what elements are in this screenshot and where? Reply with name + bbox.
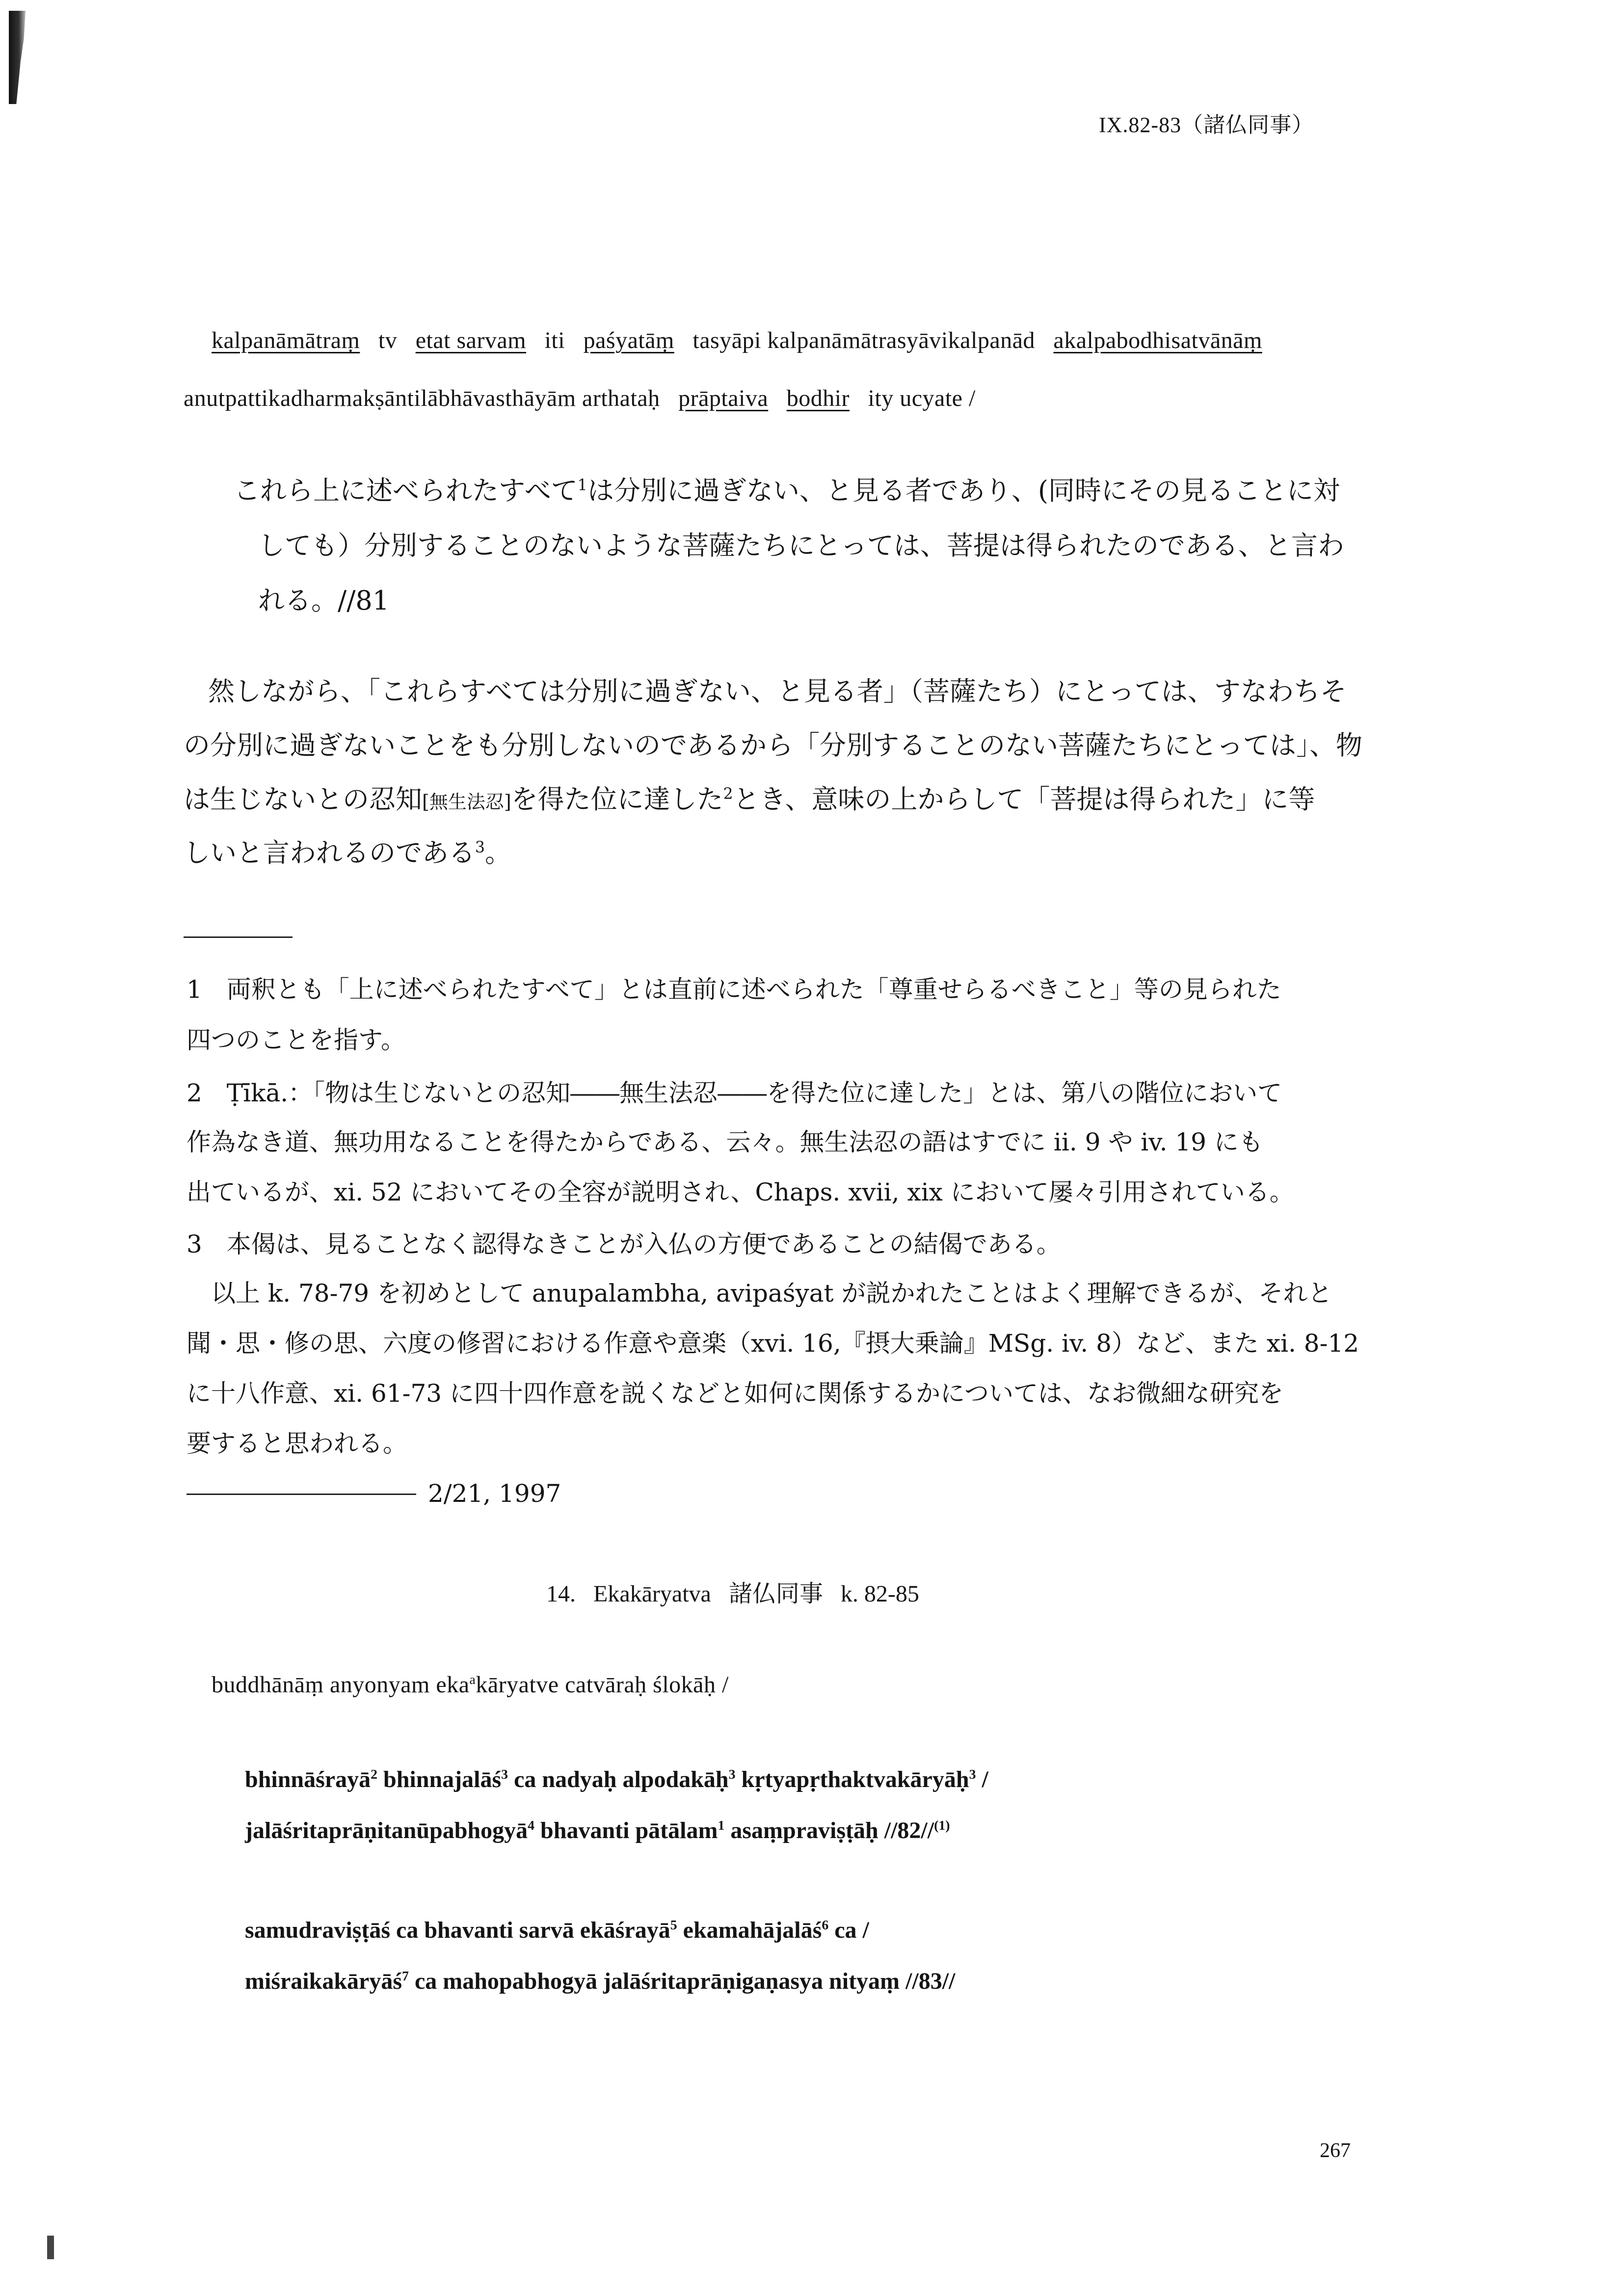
text-run: samudraviṣṭāś ca bhavanti sarvā ekāśrayā [245, 1917, 670, 1943]
page-number: 267 [1320, 2139, 1351, 2162]
footnote-date: 2/21, 1997 [428, 1479, 561, 1508]
footnote-3-line-2: 以上 k. 78-79 を初めとして anupalambha, avipaśyat が説かれたことはよく理解できるが、それと [211, 1279, 1332, 1308]
sanskrit-word: anutpattikadharmakṣāntilābhāvasthāyām arthataḥ [184, 385, 660, 411]
verse-83-line-2 [245, 1968, 955, 1995]
text-run: とき、意味の上からして「菩提は得られた」に等 [733, 784, 1315, 815]
verse-83-line-1 [245, 1917, 869, 1944]
commentary-line-4 [184, 827, 511, 880]
text-run: bhinnāśrayā [245, 1766, 371, 1792]
text-run: ca nadyaḥ alpodakāḥ [508, 1766, 729, 1792]
text-run: しいと言われるのである [184, 837, 475, 868]
text-run: bhavanti pātālam [534, 1817, 718, 1843]
scan-edge-mark [9, 11, 26, 104]
verse-82-line-1 [245, 1766, 988, 1793]
sanskrit-line-2 [184, 385, 976, 412]
text-run: kṛtyapṛthaktvakāryāḥ [735, 1766, 969, 1792]
sanskrit-word: prāptaiva [678, 385, 769, 411]
sanskrit-line-1 [212, 327, 1262, 354]
sanskrit-word: akalpabodhisatvānāṃ [1053, 327, 1262, 353]
section-title-japanese: 諸仏同事 [728, 1580, 823, 1607]
footnote-ref: 3 [475, 839, 485, 856]
footnote-2-line-1: 2 Ṭīkā.：「物は生じないとの忍知――無生法忍――を得た位に達した」とは、第八の階位において [186, 1079, 1282, 1107]
translation-line-1 [234, 464, 1340, 517]
footnote-3-line-5: 要すると思われる。 [186, 1429, 407, 1458]
sanskrit-word: ity ucyate / [868, 385, 976, 411]
text-run: asaṃpraviṣṭāḥ //82// [724, 1817, 934, 1843]
translation-line-2: しても）分別することのないような菩薩たちにとっては、菩提は得られたのである、と言わ [258, 530, 1344, 561]
footnote-ref: 3 [501, 1767, 508, 1782]
text-run: miśraikakāryāś [245, 1968, 402, 1994]
footnote-1-line-2: 四つのことを指す。 [186, 1026, 405, 1054]
footnote-ref: 1 [577, 477, 587, 494]
footnote-ref: 1 [718, 1818, 725, 1833]
commentary-line-3 [184, 773, 1315, 828]
text-run: これら上に述べられたすべて [234, 475, 578, 506]
bracket-note: [無生法忍] [422, 791, 511, 813]
footnote-ref: 2 [371, 1767, 378, 1782]
sanskrit-word: etat sarvam [415, 327, 527, 353]
sanskrit-word: tv [378, 327, 398, 353]
sanskrit-word: iti [544, 327, 565, 353]
text-run: ca / [828, 1917, 869, 1943]
footnote-separator [184, 936, 293, 938]
footnote-3-line-3: 聞・思・修の思、六度の修習における作意や意楽（xvi. 16,『摂大乗論』MSg. iv. 8）など、また xi. 8-12 [186, 1329, 1359, 1358]
sanskrit-word: kalpanāmātraṃ [212, 327, 360, 353]
text-run: kāryatve catvāraḥ ślokāḥ / [476, 1672, 729, 1698]
scan-artifact [47, 2236, 54, 2259]
section-title-sanskrit: Ekakāryatva [593, 1581, 711, 1607]
footnote-2-line-2: 作為なき道、無功用なることを得たからである、云々。無生法忍の語はすでに ii. 9 や iv. 19 にも [186, 1128, 1263, 1156]
translation-line-3: れる。//81 [258, 585, 390, 616]
verse-82-line-2 [245, 1817, 950, 1844]
footnote-2-line-3: 出ているが、xi. 52 においてその全容が説明され、Chaps. xvii, xix において屡々引用されている。 [186, 1178, 1294, 1206]
footnote-3-line-4: に十八作意、xi. 61-73 に四十四作意を説くなどと如何に関係するかについては、なお微細な研究を [186, 1379, 1284, 1408]
footnote-ref: 7 [402, 1969, 409, 1984]
text-run: buddhānāṃ anyonyam eka [212, 1672, 470, 1698]
date-rule [186, 1494, 416, 1495]
sanskrit-word: bodhir [786, 385, 850, 411]
footnote-ref: 6 [822, 1918, 829, 1933]
section-range: k. 82-85 [840, 1581, 919, 1607]
commentary-line-2: の分別に過ぎないことをも分別しないのであるから「分別することのない菩薩たちにとっては」、物 [184, 730, 1362, 761]
footnote-ref: 2 [723, 785, 733, 803]
sanskrit-word: paśyatāṃ [583, 327, 674, 353]
text-run: ekamahājalāś [677, 1917, 822, 1943]
footnote-ref: a [469, 1672, 476, 1687]
section-intro [212, 1671, 729, 1698]
text-run: / [976, 1766, 988, 1792]
text-run: を得た位に達した [511, 784, 723, 815]
section-number: 14. [546, 1581, 576, 1607]
commentary-line-1: 然しながら、「これらすべては分別に過ぎない、と見る者」（菩薩たち）にとっては、すなわちそ [208, 676, 1347, 707]
text-run: ca mahopabhogyā jalāśritaprāṇigaṇasya nityaṃ //83// [408, 1968, 956, 1994]
footnote-ref: 5 [670, 1918, 677, 1933]
text-run: 。 [484, 837, 511, 868]
section-title [546, 1575, 919, 1608]
text-run: は生じないとの忍知 [184, 784, 422, 815]
footnote-ref: 4 [528, 1818, 535, 1833]
footnote-1-line-1: 1 両釈とも「上に述べられたすべて」とは直前に述べられた「尊重せらるべきこと」等の見られた [186, 975, 1281, 1004]
sanskrit-word: tasyāpi kalpanāmātrasyāvikalpanād [692, 327, 1035, 353]
running-head: IX.82-83（諸仏同事） [1099, 113, 1314, 137]
footnote-ref: 3 [969, 1767, 976, 1782]
footnote-3-line-1: 3 本偈は、見ることなく認得なきことが入仏の方便であることの結偈である。 [186, 1230, 1061, 1258]
text-run: jalāśritaprāṇitanūpabhogyā [245, 1817, 528, 1843]
footnote-ref: (1) [934, 1818, 950, 1833]
text-run: は分別に過ぎない、と見る者であり、(同時にその見ることに対 [587, 475, 1340, 506]
footnote-ref: 3 [728, 1767, 736, 1782]
text-run: bhinnajalāś [377, 1766, 502, 1792]
